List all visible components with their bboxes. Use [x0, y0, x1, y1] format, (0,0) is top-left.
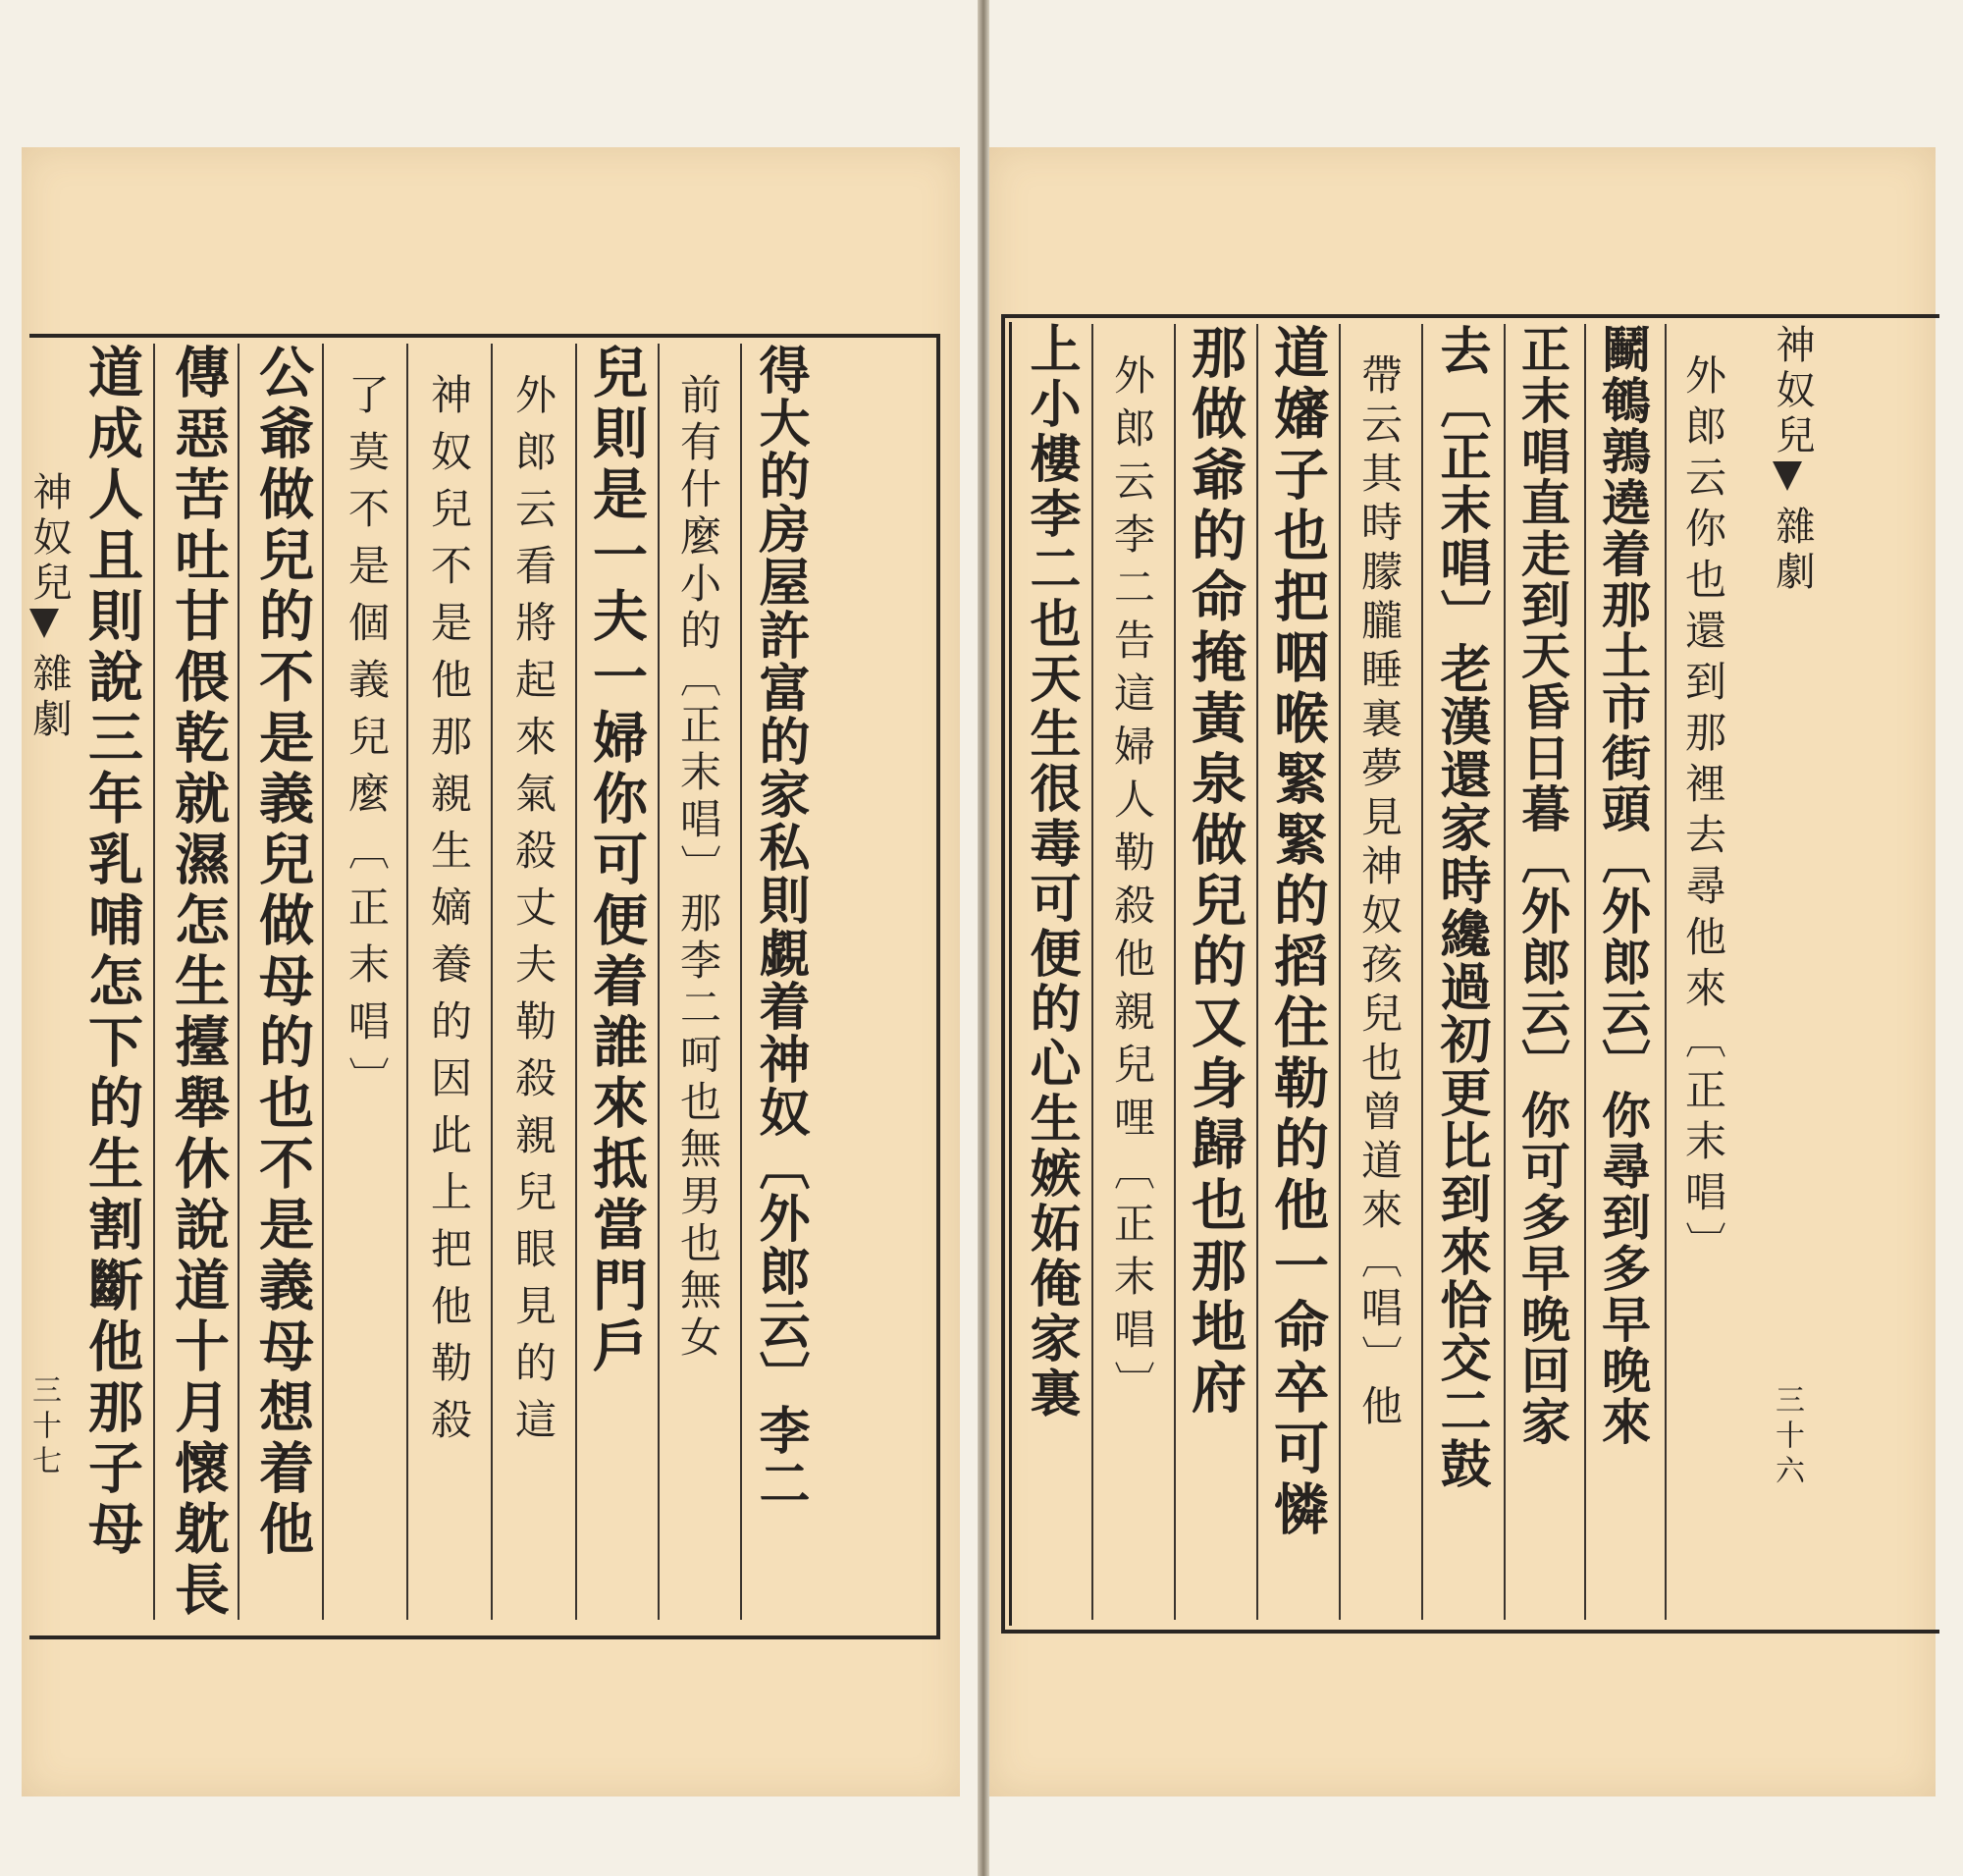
left-col-divider	[491, 344, 493, 1620]
right-col-divider	[1256, 324, 1258, 1620]
right-margin-fish-icon	[1765, 461, 1810, 491]
left-col-divider	[406, 344, 408, 1620]
left-margin-folio: 三十七	[27, 1374, 61, 1480]
right-col-divider	[1339, 324, 1341, 1620]
right-col-divider	[1665, 324, 1667, 1620]
right-col-divider	[1584, 324, 1586, 1620]
right-col-7: 那做爺的命掩黃泉做兒的又身歸也那地府	[1183, 324, 1247, 1420]
right-margin-genre: 雜劇	[1770, 506, 1815, 596]
left-col-divider	[575, 344, 577, 1620]
left-col-divider	[153, 344, 155, 1620]
right-col-divider	[1091, 324, 1093, 1620]
right-col-divider	[1421, 324, 1423, 1620]
left-col-divider	[238, 344, 239, 1620]
left-col-divider	[322, 344, 324, 1620]
left-col-divider	[740, 344, 742, 1620]
left-col-5: 神奴兒不是他那親生嫡養的因此上把他勒殺	[425, 373, 473, 1455]
left-col-1: 道成人且則說三年乳哺怎下的生割斷他那子母	[80, 344, 144, 1561]
left-page	[22, 147, 960, 1796]
left-col-divider	[658, 344, 660, 1620]
right-page	[989, 147, 1936, 1796]
right-col-4: 去〔正末唱〕老漢還家時纔過初更比到來恰交二鼓	[1431, 324, 1491, 1490]
right-margin-folio: 三十六	[1770, 1384, 1804, 1490]
right-col-6: 道嬸子也把咽喉緊緊的搯住勒的他一命卒可憐	[1265, 324, 1330, 1541]
right-col-3: 正末唱直走到天昏日暮〔外郎云〕你可多早晚回家	[1513, 324, 1571, 1447]
right-col-2: 鬭鵪鶉遶着那土市街頭〔外郎云〕你尋到多早晚來	[1594, 324, 1652, 1447]
right-col-divider	[1174, 324, 1176, 1620]
right-col-8: 外郎云李二告這婦人勒殺他親兒哩〔正末唱〕	[1108, 353, 1156, 1414]
left-col-7: 兒則是一夫一婦你可便着誰來抵當門戶	[584, 344, 649, 1378]
left-col-4: 了莫不是個義兒麼〔正末唱〕	[343, 373, 391, 1113]
left-col-8: 前有什麼小的〔正末唱〕那李二呵也無男也無女	[674, 373, 722, 1363]
book-gutter	[978, 0, 989, 1876]
left-col-2: 傳惡苦吐甘偎乾就濕怎生擡舉休說道十月懷躭長	[166, 344, 231, 1622]
left-margin-genre: 雜劇	[27, 653, 72, 743]
left-margin-title: 神奴兒	[27, 471, 72, 607]
right-col-9: 上小樓李二也天生很毒可便的心生嫉妬俺家裏	[1021, 322, 1081, 1421]
left-col-9: 得大的房屋許富的家私則覷着神奴〔外郎云〕李二	[750, 344, 810, 1510]
left-col-3: 公爺做兒的不是義兒做母的也不是義母想着他	[250, 344, 315, 1561]
right-col-1: 外郎云你也還到那裡去尋他來〔正末唱〕	[1679, 353, 1727, 1272]
right-col-divider	[1504, 324, 1506, 1620]
right-margin-title: 神奴兒	[1770, 324, 1815, 459]
left-margin-fish-icon	[22, 609, 67, 638]
right-col-5: 帶云其時朦朧睡裏夢見神奴孩兒也曾道來〔唱〕他	[1355, 353, 1404, 1433]
left-col-6: 外郎云看將起來氣殺丈夫勒殺親兒眼見的這	[509, 373, 557, 1455]
